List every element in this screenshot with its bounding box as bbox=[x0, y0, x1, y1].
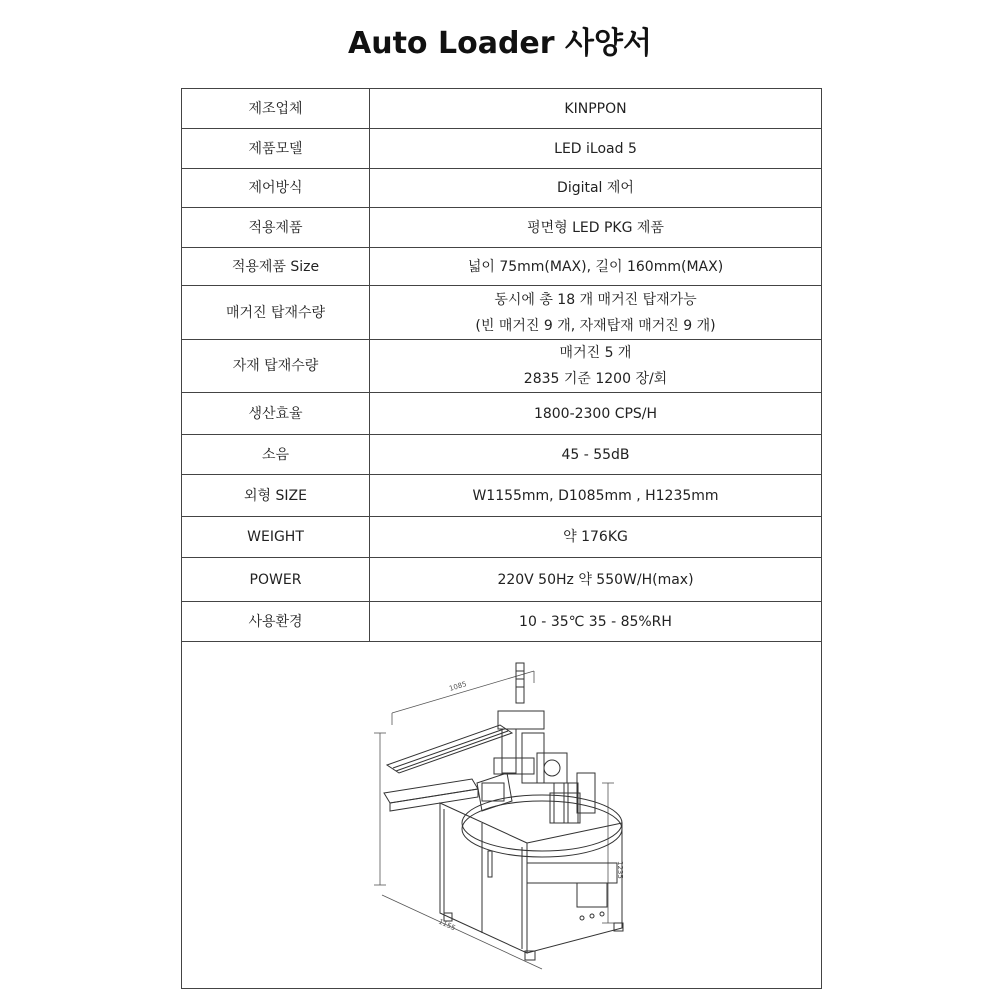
table-row bbox=[182, 286, 822, 340]
row-label: 외형 SIZE bbox=[182, 475, 370, 517]
magazine-rail-upper bbox=[387, 725, 512, 773]
table-row bbox=[182, 248, 822, 286]
table-row bbox=[182, 169, 822, 208]
row-label: 생산효율 bbox=[182, 393, 370, 435]
row-value bbox=[370, 286, 822, 340]
row-value: 약 176KG bbox=[370, 517, 822, 558]
row-label: 적용제품 bbox=[182, 208, 370, 248]
table-row bbox=[182, 208, 822, 248]
control-panel bbox=[477, 773, 512, 811]
row-label: 적용제품 Size bbox=[182, 248, 370, 286]
row-value-line2: (빈 매거진 9 개, 자재탑재 매거진 9 개) bbox=[475, 317, 716, 334]
dimension-label-width: 1155 bbox=[437, 917, 457, 933]
loader-mechanism bbox=[494, 711, 595, 823]
row-value: 45 - 55dB bbox=[370, 435, 822, 475]
row-value-line2: 2835 기준 1200 장/회 bbox=[523, 371, 668, 387]
row-label: WEIGHT bbox=[182, 517, 370, 558]
row-value-line1: 동시에 총 18 개 매거진 탑재가능 bbox=[494, 291, 697, 308]
row-value: 넓이 75mm(MAX), 길이 160mm(MAX) bbox=[370, 248, 822, 286]
document-title: Auto Loader 사양서 bbox=[348, 26, 652, 61]
spec-table bbox=[181, 88, 822, 642]
magazine-rail-lower bbox=[384, 779, 478, 811]
row-value: 평면형 LED PKG 제품 bbox=[370, 208, 822, 248]
machine-table-top bbox=[462, 795, 622, 857]
row-label: 자재 탑재수량 bbox=[182, 340, 370, 393]
row-value: KINPPON bbox=[370, 89, 822, 129]
machine-line-drawing bbox=[182, 633, 823, 989]
row-value: 10 - 35℃ 35 - 85%RH bbox=[370, 602, 822, 642]
row-label: POWER bbox=[182, 558, 370, 602]
table-row bbox=[182, 435, 822, 475]
row-label: 소음 bbox=[182, 435, 370, 475]
table-row bbox=[182, 558, 822, 602]
row-value: 1800-2300 CPS/H bbox=[370, 393, 822, 435]
row-value: W1155mm, D1085mm , H1235mm bbox=[370, 475, 822, 517]
dimension-label-height: 1235 bbox=[616, 861, 624, 879]
machine-cabinet bbox=[440, 803, 622, 953]
row-value bbox=[370, 340, 822, 393]
row-label: 매거진 탑재수량 bbox=[182, 286, 370, 340]
row-value-line1: 매거진 5 개 bbox=[559, 345, 632, 361]
machine-drawing-panel bbox=[181, 633, 822, 989]
row-value: Digital 제어 bbox=[370, 169, 822, 208]
table-row bbox=[182, 129, 822, 169]
dimension-label-depth: 1085 bbox=[448, 680, 468, 693]
table-row bbox=[182, 89, 822, 129]
table-row bbox=[182, 393, 822, 435]
table-row bbox=[182, 340, 822, 393]
signal-tower bbox=[516, 663, 524, 703]
row-label: 제조업체 bbox=[182, 89, 370, 129]
row-label: 제어방식 bbox=[182, 169, 370, 208]
row-value: 220V 50Hz 약 550W/H(max) bbox=[370, 558, 822, 602]
row-label: 사용환경 bbox=[182, 602, 370, 642]
table-row bbox=[182, 475, 822, 517]
row-label: 제품모델 bbox=[182, 129, 370, 169]
row-value: LED iLoad 5 bbox=[370, 129, 822, 169]
table-row bbox=[182, 517, 822, 558]
